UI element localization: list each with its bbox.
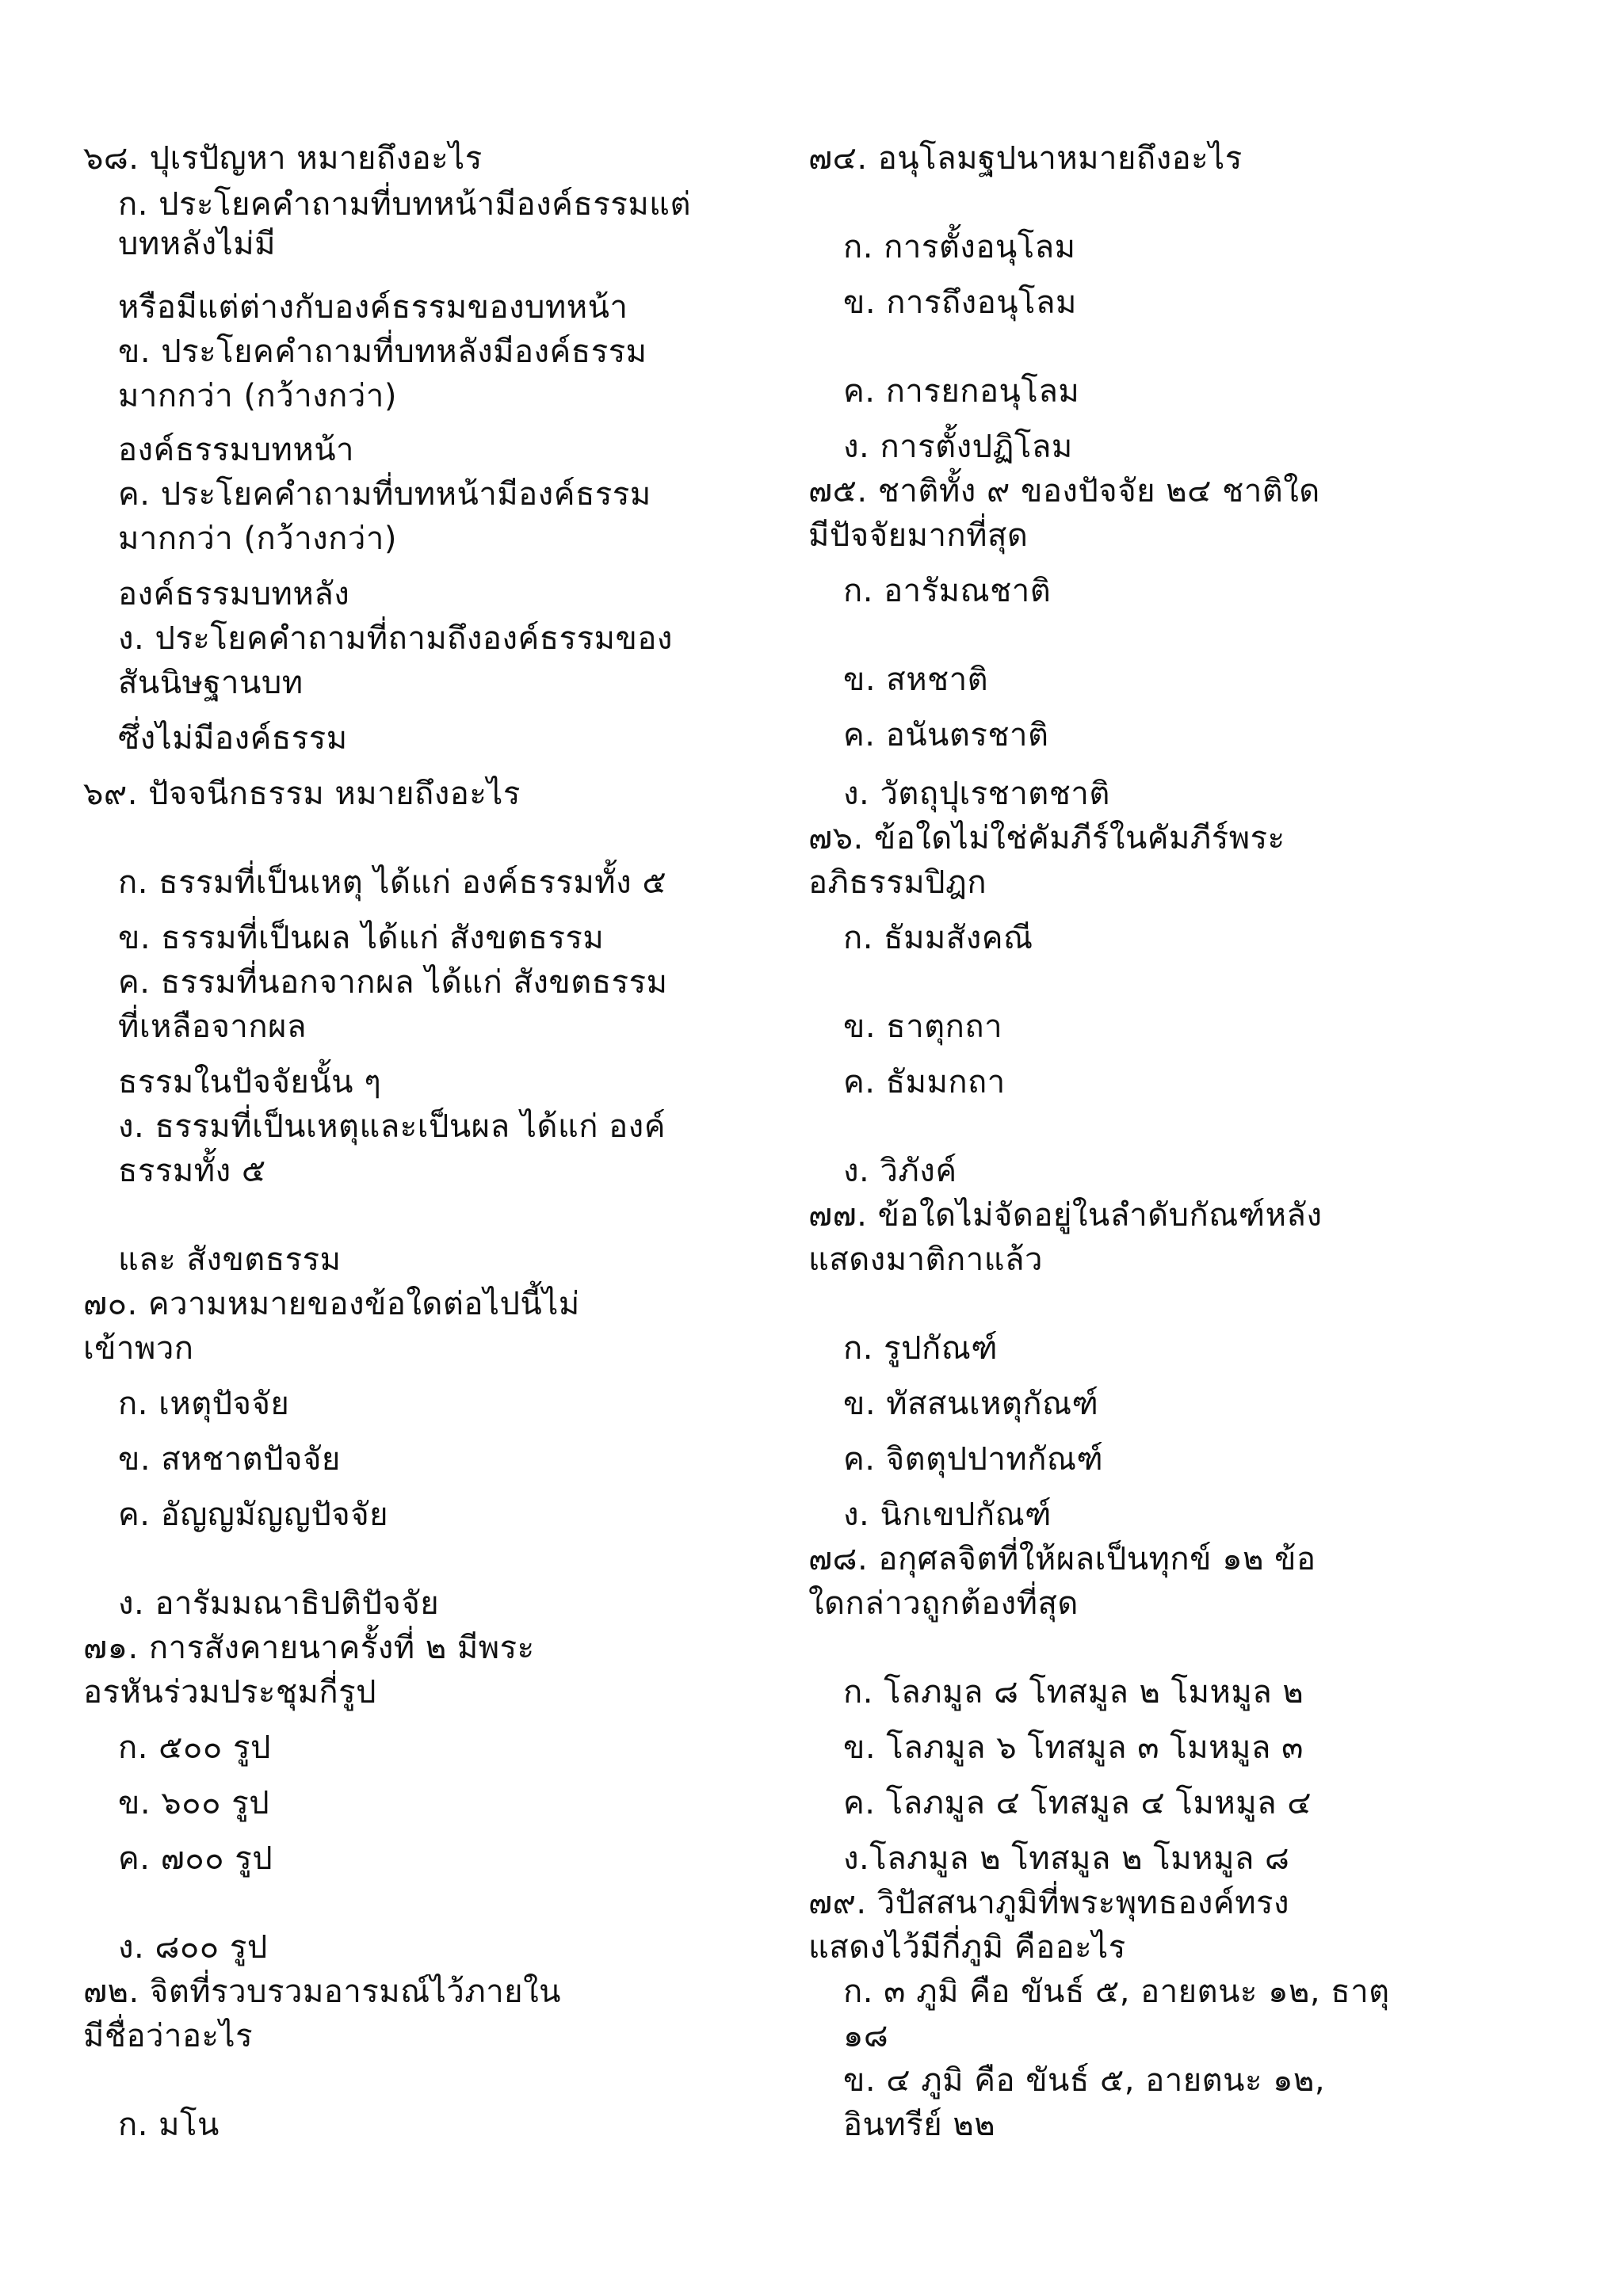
question-79-option-a-cont: ๑๘	[843, 2018, 889, 2054]
question-76-option-d: ง. วิภังค์	[843, 1153, 957, 1189]
question-70-option-b: ข. สหชาตปัจจัย	[118, 1441, 341, 1478]
question-71-option-c: ค. ๗๐๐ รูป	[118, 1840, 273, 1877]
question-70-line: ๗๐. ความหมายของข้อใดต่อไปนี้ไม่	[83, 1286, 580, 1322]
question-68-option-a: ก. ประโยคคำถามที่บทหน้ามีองค์ธรรมแต่	[118, 186, 691, 223]
question-78-option-b: ข. โลภมูล ๖ โทสมูล ๓ โมหมูล ๓	[843, 1730, 1304, 1766]
question-77-option-b: ข. ทัสสนเหตุกัณฑ์	[843, 1386, 1099, 1422]
question-74-line: ๗๔. อนุโลมฐปนาหมายถึงอะไร	[808, 140, 1243, 177]
question-68-option-c-cont: มากกว่า (กว้างกว่า)	[118, 521, 397, 557]
question-69-option-d-cont: และ สังขตธรรม	[118, 1241, 342, 1278]
question-69-line: ๖๙. ปัจจนีกธรรม หมายถึงอะไร	[83, 776, 521, 812]
question-71-option-b: ข. ๖๐๐ รูป	[118, 1785, 270, 1821]
question-77-line: ๗๗. ข้อใดไม่จัดอยู่ในลำดับกัณฑ์หลัง	[808, 1197, 1323, 1234]
question-68-line: ๖๘. ปุเรปัญหา หมายถึงอะไร	[83, 140, 483, 177]
question-77-option-a: ก. รูปกัณฑ์	[843, 1330, 999, 1367]
question-69-option-c: ค. ธรรมที่นอกจากผล ได้แก่ สังขตธรรม	[118, 964, 668, 1001]
question-74-option-d: ง. การตั้งปฏิโลม	[843, 429, 1073, 465]
question-68-option-c: ค. ประโยคคำถามที่บทหน้ามีองค์ธรรม	[118, 476, 651, 513]
question-79-option-a: ก. ๓ ภูมิ คือ ขันธ์ ๕, อายตนะ ๑๒, ธาตุ	[843, 1974, 1390, 2010]
question-68-option-c-cont: องค์ธรรมบทหลัง	[118, 576, 350, 612]
question-76-line-cont: อภิธรรมปิฎก	[808, 864, 987, 901]
question-68-option-d-cont: สันนิษฐานบท	[118, 665, 304, 701]
question-70-option-c: ค. อัญญมัญญปัจจัย	[118, 1497, 389, 1533]
question-72-option-a: ก. มโน	[118, 2107, 220, 2143]
question-78-line: ๗๘. อกุศลจิตที่ให้ผลเป็นทุกข์ ๑๒ ข้อ	[808, 1541, 1316, 1577]
question-75-option-a: ก. อารัมณชาติ	[843, 573, 1052, 609]
question-79-line: ๗๙. วิปัสสนาภูมิที่พระพุทธองค์ทรง	[808, 1885, 1290, 1921]
question-72-line: ๗๒. จิตที่รวบรวมอารมณ์ไว้ภายใน	[83, 1974, 561, 2010]
question-79-option-b-cont: อินทรีย์ ๒๒	[843, 2107, 996, 2143]
question-77-option-d: ง. นิกเขปกัณฑ์	[843, 1497, 1052, 1533]
question-78-option-c: ค. โลภมูล ๔ โทสมูล ๔ โมหมูล ๔	[843, 1785, 1312, 1821]
question-71-option-d: ง. ๘๐๐ รูป	[118, 1929, 268, 1966]
question-70-option-d: ง. อารัมมณาธิปติปัจจัย	[118, 1585, 440, 1622]
question-74-option-b: ข. การถึงอนุโลม	[843, 284, 1077, 321]
question-74-option-c: ค. การยกอนุโลม	[843, 373, 1080, 410]
question-68-option-a-cont: บทหลังไม่มี	[118, 226, 277, 262]
question-69-option-a: ก. ธรรมที่เป็นเหตุ ได้แก่ องค์ธรรมทั้ง ๕	[118, 864, 667, 901]
question-69-option-c-cont: ที่เหลือจากผล	[118, 1009, 307, 1045]
question-75-line-cont: มีปัจจัยมากที่สุด	[808, 517, 1029, 554]
question-69-option-d-cont: ธรรมทั้ง ๕	[118, 1153, 266, 1189]
question-77-line-cont: แสดงมาติกาแล้ว	[808, 1241, 1043, 1278]
question-75-option-d: ง. วัตถุปุเรชาตชาติ	[843, 776, 1110, 812]
question-76-option-a: ก. ธัมมสังคณี	[843, 920, 1033, 956]
question-71-line-cont: อรหันร่วมประชุมกี่รูป	[83, 1674, 376, 1711]
question-72-line-cont: มีชื่อว่าอะไร	[83, 2018, 254, 2054]
question-68-option-b-cont: องค์ธรรมบทหน้า	[118, 432, 354, 468]
question-71-line: ๗๑. การสังคายนาครั้งที่ ๒ มีพระ	[83, 1630, 535, 1666]
question-69-option-c-cont: ธรรมในปัจจัยนั้น ๆ	[118, 1064, 382, 1100]
question-76-option-c: ค. ธัมมกถา	[843, 1064, 1006, 1100]
question-74-option-a: ก. การตั้งอนุโลม	[843, 229, 1076, 265]
question-68-option-d-cont: ซึ่งไม่มีองค์ธรรม	[118, 720, 348, 757]
question-78-line-cont: ใดกล่าวถูกต้องที่สุด	[808, 1585, 1079, 1622]
question-75-line: ๗๕. ชาติทั้ง ๙ ของปัจจัย ๒๔ ชาติใด	[808, 473, 1320, 509]
question-70-option-a: ก. เหตุปัจจัย	[118, 1386, 290, 1422]
question-68-option-b: ข. ประโยคคำถามที่บทหลังมีองค์ธรรม	[118, 334, 647, 370]
question-75-option-b: ข. สหชาติ	[843, 662, 989, 698]
question-70-line-cont: เข้าพวก	[83, 1330, 194, 1367]
question-78-option-d: ง.โลภมูล ๒ โทสมูล ๒ โมหมูล ๘	[843, 1840, 1290, 1877]
question-71-option-a: ก. ๕๐๐ รูป	[118, 1730, 271, 1766]
question-69-option-b: ข. ธรรมที่เป็นผล ได้แก่ สังขตธรรม	[118, 920, 605, 956]
question-76-line: ๗๖. ข้อใดไม่ใช่คัมภีร์ในคัมภีร์พระ	[808, 820, 1285, 856]
question-68-option-b-cont: มากกว่า (กว้างกว่า)	[118, 378, 397, 414]
question-68-option-d: ง. ประโยคคำถามที่ถามถึงองค์ธรรมของ	[118, 620, 673, 657]
question-76-option-b: ข. ธาตุกถา	[843, 1009, 1003, 1045]
question-77-option-c: ค. จิตตุปปาทกัณฑ์	[843, 1441, 1104, 1478]
question-68-option-a-cont: หรือมีแต่ต่างกับองค์ธรรมของบทหน้า	[118, 289, 628, 326]
question-75-option-c: ค. อนันตรชาติ	[843, 717, 1049, 753]
question-69-option-d: ง. ธรรมที่เป็นเหตุและเป็นผล ได้แก่ องค์	[118, 1108, 666, 1145]
question-78-option-a: ก. โลภมูล ๘ โทสมูล ๒ โมหมูล ๒	[843, 1674, 1304, 1711]
question-79-option-b: ข. ๔ ภูมิ คือ ขันธ์ ๕, อายตนะ ๑๒,	[843, 2062, 1326, 2099]
question-79-line-cont: แสดงไว้มีกี่ภูมิ คืออะไร	[808, 1929, 1126, 1966]
